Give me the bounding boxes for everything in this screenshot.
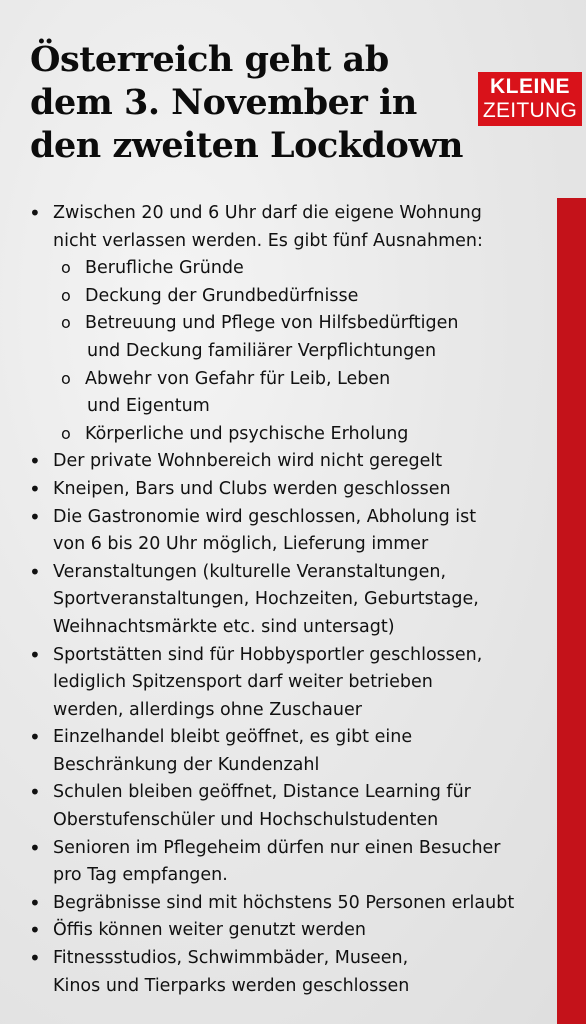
measures-list <box>27 200 547 1000</box>
kleine-zeitung-logo <box>478 72 582 126</box>
list-item-line: • Öffis können weiter genutzt werden <box>53 920 366 941</box>
list-item-line: Kinos und Tierparks werden geschlossen <box>53 975 410 996</box>
list-item-line: Beschränkung der Kundenzahl <box>53 754 320 775</box>
list-item-line: o Abwehr von Gefahr für Leib, Leben <box>85 368 391 389</box>
list-item-line: • Senioren im Pflegeheim dürfen nur einen Besucher <box>53 837 501 858</box>
list-item-line: o Deckung der Grundbedürfnisse <box>85 285 359 306</box>
list-item-line: nicht verlassen werden. Es gibt fünf Ausnahmen: <box>53 230 483 251</box>
list-item-line: o Betreuung und Pflege von Hilfsbedürftigen <box>85 313 459 334</box>
list-item <box>27 890 547 918</box>
list-item-line: o Körperliche und psychische Erholung <box>85 423 409 444</box>
list-item-line: und Eigentum <box>87 396 210 417</box>
list-item-line: pro Tag empfangen. <box>53 865 228 886</box>
list-item <box>27 559 547 642</box>
list-item-line: werden, allerdings ohne Zuschauer <box>53 699 362 720</box>
headline <box>30 38 470 167</box>
list-item-line: Weihnachtsmärkte etc. sind untersagt) <box>53 616 395 637</box>
red-accent-bar <box>557 198 586 1024</box>
list-item-line: • Sportstätten sind für Hobbysportler geschlossen, <box>53 644 483 665</box>
list-item <box>27 917 547 945</box>
sub-list-item <box>27 366 547 421</box>
sub-list-item <box>27 283 547 311</box>
list-item <box>27 200 547 255</box>
logo-line-2: ZEITUNG <box>482 99 578 122</box>
list-item <box>27 835 547 890</box>
logo-line-1: KLEINE <box>489 75 570 98</box>
sub-list-item <box>27 310 547 365</box>
list-item-line: • Kneipen, Bars und Clubs werden geschlossen <box>53 478 451 499</box>
list-item-line: • Begräbnisse sind mit höchstens 50 Personen erlaubt <box>53 892 515 913</box>
list-item-line: • Die Gastronomie wird geschlossen, Abholung ist <box>53 506 477 527</box>
list-item-line: und Deckung familiärer Verpflichtungen <box>87 340 437 361</box>
list-item-line: • Veranstaltungen (kulturelle Veranstaltungen, <box>53 561 447 582</box>
list-item-line: o Berufliche Gründe <box>85 258 244 279</box>
list-item-line: • Der private Wohnbereich wird nicht geregelt <box>53 451 443 472</box>
list-item <box>27 724 547 779</box>
list-item-line: • Einzelhandel bleibt geöffnet, es gibt eine <box>53 727 413 748</box>
headline-line: Österreich geht ab <box>30 39 389 80</box>
list-item <box>27 448 547 476</box>
headline-line: dem 3. November in <box>30 82 417 123</box>
list-item-line: lediglich Spitzensport darf weiter betrieben <box>53 672 433 693</box>
list-item <box>27 642 547 725</box>
list-item <box>27 945 547 1000</box>
list-item-line: • Zwischen 20 und 6 Uhr darf die eigene Wohnung <box>53 203 482 223</box>
sub-list-item <box>27 255 547 283</box>
list-item <box>27 779 547 834</box>
list-item-line: • Fitnessstudios, Schwimmbäder, Museen, <box>53 948 409 969</box>
list-item-line: Oberstufenschüler und Hochschulstudenten <box>53 810 439 831</box>
headline-line: den zweiten Lockdown <box>30 125 463 166</box>
list-item-line: • Schulen bleiben geöffnet, Distance Learning für <box>53 782 471 803</box>
list-item <box>27 476 547 504</box>
list-item-line: von 6 bis 20 Uhr möglich, Lieferung immer <box>53 534 429 555</box>
list-item <box>27 504 547 559</box>
list-item-line: Sportveranstaltungen, Hochzeiten, Geburtstage, <box>53 589 479 610</box>
sub-list-item <box>27 421 547 449</box>
